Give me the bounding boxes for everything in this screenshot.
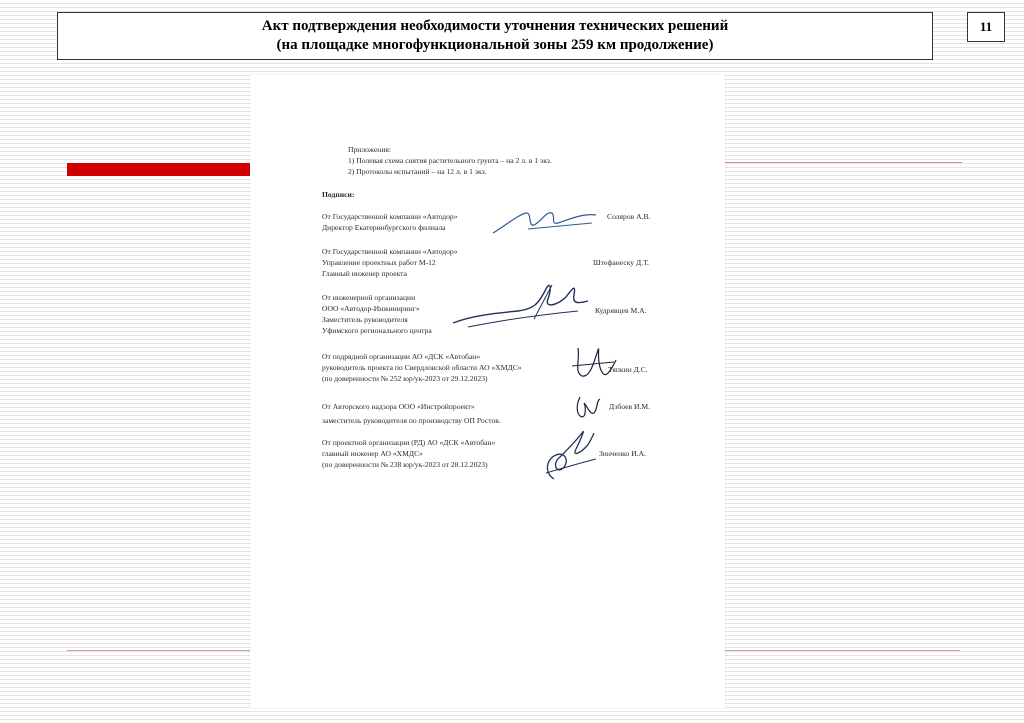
signatory-5-name: Дзбоев И.М. — [609, 402, 651, 411]
slide-title-box — [57, 12, 933, 60]
signatures-heading: Подписи: — [322, 190, 355, 199]
signatory-2-line: Главный инженер проекта — [322, 269, 407, 278]
signatory-4-line: От подрядной организации АО «ДСК «Автобан» — [322, 352, 481, 361]
signatory-3-line: Заместитель руководителя — [322, 315, 408, 324]
attachment-item: 2) Протоколы испытаний – на 12 л. в 1 экз. — [348, 167, 487, 176]
signature-4-mark — [568, 342, 618, 390]
signatory-2-line: От Государственной компании «Автодор» — [322, 247, 458, 256]
signatory-1-line: От Государственной компании «Автодор» — [322, 212, 458, 221]
signatory-3-line: Уфимского регионального центра — [322, 326, 432, 335]
signatory-4-line: (по доверенности № 252 юр/ук-2023 от 29.12.2023) — [322, 374, 488, 383]
signatory-5-line: От Авторского надзора ООО «Инстройпроект» — [322, 402, 475, 411]
bottom-divider-left — [67, 650, 250, 651]
signatory-3-name: Кудрявцев М.А. — [595, 306, 647, 315]
signature-1-mark — [488, 203, 598, 239]
signatory-5-line: заместитель руководителя по производству ОП Ростов. — [322, 416, 501, 425]
signatory-3-line: От инженерной организации — [322, 293, 416, 302]
scanned-document-page — [250, 75, 725, 708]
signatory-1-line: Директор Екатеринбургского филиала — [322, 223, 446, 232]
slide-title-line-2: (на площадке многофункциональной зоны 259 км продолжение) — [276, 37, 714, 53]
slide-title-line-1: Акт подтверждения необходимости уточнения технических решений — [261, 18, 729, 34]
signature-5-mark — [572, 393, 602, 423]
signatory-6-line: От проектной организации (РД) АО «ДСК «Автобан» — [322, 438, 496, 447]
signatory-2-name: Штефанеску Д.Т. — [593, 258, 649, 267]
signatory-1-name: Соляров А.В. — [607, 212, 651, 221]
signatory-6-name: Зинченко И.А. — [599, 449, 646, 458]
signatory-4-line: руководитель проекта по Свердловской области АО «ХМДС» — [322, 363, 522, 372]
red-accent-line — [725, 162, 962, 163]
red-accent-bar — [67, 163, 250, 176]
bottom-divider-right — [725, 650, 960, 651]
slide-page-number: 11 — [967, 12, 1005, 42]
signature-3-mark — [448, 275, 593, 335]
signatory-4-name: Тяпкин Д.С. — [608, 365, 648, 374]
attachments-heading: Приложения: — [348, 145, 391, 154]
attachment-item: 1) Полевая схема снятия растительного грунта – на 2 л. в 1 экз. — [348, 156, 552, 165]
signatory-6-line: (по доверенности № 238 юр/ук-2023 от 28.12.2023) — [322, 460, 488, 469]
signature-6-mark — [540, 423, 598, 485]
signatory-3-line: ООО «Автодор-Инжиниринг» — [322, 304, 420, 313]
signatory-2-line: Управление проектных работ М-12 — [322, 258, 436, 267]
signatory-6-line: главный инженер АО «ХМДС» — [322, 449, 423, 458]
